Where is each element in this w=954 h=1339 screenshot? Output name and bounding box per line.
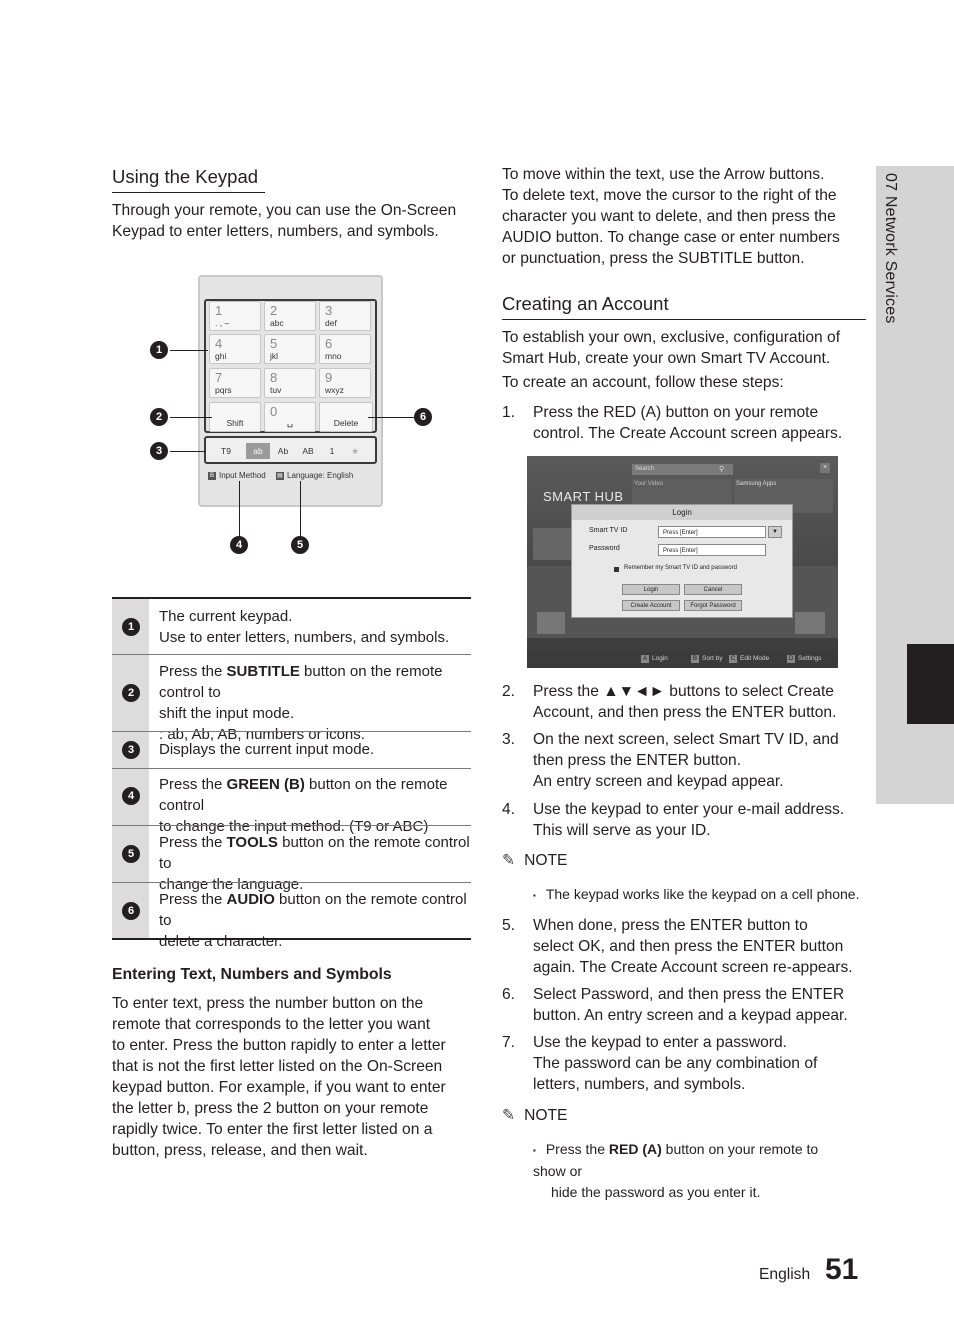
step-text: Press the ▲▼◄► buttons to select bbox=[533, 683, 788, 700]
step-5-text bbox=[533, 915, 863, 978]
step-3-text bbox=[533, 729, 863, 792]
step-number: 4. bbox=[502, 801, 516, 818]
input-mode-1[interactable]: ab bbox=[246, 443, 270, 459]
callout-6: 6 bbox=[414, 408, 432, 426]
callout-3: 3 bbox=[150, 442, 168, 460]
samsung-apps-panel: Samsung Apps bbox=[734, 479, 833, 513]
step-text: button bbox=[795, 938, 844, 955]
input-mode-3[interactable]: AB bbox=[302, 446, 314, 456]
row-line: change the language. bbox=[159, 876, 304, 893]
key-letters: ghi bbox=[215, 351, 227, 361]
key-letters: . , – bbox=[215, 318, 230, 328]
green-b-badge: B bbox=[209, 472, 214, 479]
note-text: hide the password as you enter it. bbox=[551, 1183, 761, 1200]
create-account-button[interactable]: Create Account bbox=[622, 600, 680, 611]
note-2 bbox=[502, 1106, 567, 1125]
delete-label: Delete bbox=[333, 418, 359, 428]
keypad-key-3[interactable] bbox=[319, 301, 371, 331]
input-method-label: Input Method bbox=[219, 471, 266, 480]
step-text: Select bbox=[533, 986, 581, 1003]
follow-steps: To create an account, follow these steps: bbox=[502, 374, 784, 391]
body-line: Smart Hub, create your own Smart TV Account. bbox=[502, 350, 831, 367]
step-text: button to bbox=[742, 917, 808, 934]
shortcut-label: Login bbox=[652, 655, 668, 662]
step-text: button. bbox=[784, 704, 837, 721]
body-line: To delete text, move the cursor to the right of the bbox=[502, 187, 837, 204]
body-line: To enter text, press the number button on the bbox=[112, 995, 424, 1012]
step-text: Use the keypad to enter a password. bbox=[533, 1034, 787, 1051]
callout-line-3 bbox=[170, 451, 206, 452]
note-1-bullet bbox=[533, 884, 863, 906]
space-icon: ␣ bbox=[286, 417, 294, 428]
bullet-icon: ▪ bbox=[533, 890, 536, 900]
row-callout: 1 bbox=[122, 618, 140, 636]
step-number: 2. bbox=[502, 683, 516, 700]
row-line: Use to enter letters, numbers, and symbols. bbox=[159, 629, 450, 646]
cancel-button[interactable]: Cancel bbox=[684, 584, 742, 595]
step-text: button. An entry screen and a keypad appear. bbox=[533, 1007, 848, 1024]
chapter-label: 07 Network Services bbox=[882, 173, 899, 324]
search-icon: ⚲ bbox=[719, 466, 725, 473]
row-number-cell bbox=[112, 769, 149, 825]
row-line: shift the input mode. bbox=[159, 705, 295, 722]
shift-key[interactable] bbox=[209, 402, 261, 432]
row-button-name: AUDIO bbox=[226, 891, 275, 908]
button-name: RED (A) bbox=[608, 1141, 662, 1157]
step-text: Use the keypad to enter your e-mail address. bbox=[533, 801, 845, 818]
body-line: that is not the first letter listed on the On-Screen bbox=[112, 1058, 443, 1075]
key-letters: abc bbox=[270, 318, 284, 328]
row-callout: 2 bbox=[122, 684, 140, 702]
color-key-badge: D bbox=[788, 656, 794, 662]
step-number: 7. bbox=[502, 1034, 516, 1051]
keypad-description-table bbox=[112, 597, 471, 950]
step-text: On the next screen, select bbox=[533, 731, 719, 748]
step-text: again. The Create Account screen re-appears. bbox=[533, 959, 853, 976]
step-number: 6. bbox=[502, 986, 516, 1003]
button-name: ENTER bbox=[636, 752, 690, 769]
callout-line-4 bbox=[239, 481, 240, 537]
keypad-intro: Through your remote, you can use the On-Screen Keypad to enter letters, numbers, and symbols. bbox=[112, 202, 457, 240]
note-1 bbox=[502, 851, 567, 870]
row-text bbox=[159, 606, 471, 648]
row-callout: 6 bbox=[122, 902, 140, 920]
table-row bbox=[112, 731, 471, 769]
star-icon[interactable]: ★ bbox=[351, 446, 359, 456]
id-label: Smart TV ID bbox=[589, 527, 628, 534]
button-name: ENTER bbox=[731, 704, 785, 721]
key-number: 4 bbox=[215, 336, 223, 351]
row-number-cell bbox=[112, 732, 149, 769]
row-text-post: button on the remote control to bbox=[159, 834, 470, 872]
dialog-title: Login bbox=[572, 505, 792, 520]
step-6-text bbox=[533, 984, 863, 1026]
body-line: remote that corresponds to the letter you want bbox=[112, 1016, 431, 1033]
row-number-cell bbox=[112, 883, 149, 938]
key-letters: wxyz bbox=[325, 385, 344, 395]
subsection-title: Entering Text, Numbers and Symbols bbox=[112, 966, 392, 983]
body-line: button, press, release, and then wait. bbox=[112, 1142, 368, 1159]
key-number: 9 bbox=[325, 370, 333, 385]
body-line: the letter b, press the 2 button on your remote bbox=[112, 1100, 429, 1117]
section-title-account: Creating an Account bbox=[502, 293, 669, 314]
input-mode-0[interactable]: T9 bbox=[221, 446, 231, 456]
callout-1: 1 bbox=[150, 341, 168, 359]
step-text: This will serve as your ID. bbox=[533, 822, 711, 839]
title-underline bbox=[502, 319, 866, 320]
keypad-key-4[interactable] bbox=[209, 334, 261, 364]
step-text: An entry screen and keypad appear. bbox=[533, 773, 784, 790]
table-row bbox=[112, 768, 471, 835]
row-line: : ab, Ab, AB, numbers or icons. bbox=[159, 726, 365, 743]
key-letters: mno bbox=[325, 351, 342, 361]
key-letters: tuv bbox=[270, 385, 282, 395]
table-row bbox=[112, 597, 471, 655]
step-7-text bbox=[533, 1032, 863, 1095]
row-text-post: button on the remote control to bbox=[159, 891, 467, 929]
row-line: delete a character. bbox=[159, 933, 283, 950]
chapter-marker bbox=[907, 644, 954, 724]
input-mode-2[interactable]: Ab bbox=[277, 446, 289, 456]
step-number: 3. bbox=[502, 731, 516, 748]
row-number-cell bbox=[112, 826, 149, 882]
row-callout: 5 bbox=[122, 845, 140, 863]
key-letters: jkl bbox=[270, 351, 279, 361]
step-text: letters, numbers, and symbols. bbox=[533, 1076, 746, 1093]
shortcut-edit-mode[interactable] bbox=[729, 655, 769, 663]
row-button-name: GREEN (B) bbox=[226, 776, 305, 793]
language-label: Language: English bbox=[287, 471, 354, 480]
shift-label: Shift bbox=[226, 418, 244, 428]
key-number: 5 bbox=[270, 336, 278, 351]
content-tile bbox=[795, 612, 825, 634]
callout-4: 4 bbox=[230, 536, 248, 554]
step-text: then press the bbox=[533, 752, 637, 769]
row-number-cell bbox=[112, 655, 149, 731]
your-video-panel: Your Video bbox=[632, 479, 732, 513]
callout-line-1 bbox=[170, 350, 208, 351]
delete-key[interactable] bbox=[319, 402, 373, 432]
shortcut-login[interactable] bbox=[641, 655, 668, 663]
key-number: 2 bbox=[270, 303, 278, 318]
search-bar: Search bbox=[632, 464, 733, 475]
shortcut-sort-by[interactable] bbox=[691, 655, 723, 663]
keypad-key-8[interactable] bbox=[264, 368, 316, 398]
password-field[interactable]: Press [Enter] bbox=[658, 544, 766, 556]
password-label: Password bbox=[589, 545, 620, 552]
callout-line-2 bbox=[170, 417, 212, 418]
row-text: Displays the current input mode. bbox=[159, 741, 375, 758]
tools-icon: ▤ bbox=[277, 472, 283, 479]
title-underline bbox=[112, 192, 265, 193]
body-line: to enter. Press the button rapidly to enter a letter bbox=[112, 1037, 446, 1054]
pencil-icon: ✎ bbox=[502, 852, 516, 869]
section-title-keypad: Using the Keypad bbox=[112, 166, 259, 187]
page-number: 51 bbox=[825, 1253, 859, 1286]
step-text: button on your remote bbox=[661, 404, 819, 421]
keypad-key-2[interactable] bbox=[264, 301, 316, 331]
step-text: , and then press the bbox=[589, 704, 732, 721]
ui-item-name: Smart TV ID bbox=[718, 731, 804, 748]
keypad-key-7[interactable] bbox=[209, 368, 261, 398]
callout-2: 2 bbox=[150, 408, 168, 426]
table-row bbox=[112, 825, 471, 893]
row-button-name: SUBTITLE bbox=[226, 663, 300, 680]
callout-line-6 bbox=[368, 417, 416, 418]
ui-item-name: Password bbox=[580, 986, 650, 1003]
subtitle-button-name: SUBTITLE bbox=[677, 250, 753, 267]
table-row bbox=[112, 882, 471, 950]
body-line: button. bbox=[752, 250, 805, 267]
row-text-post: button on the remote control bbox=[159, 776, 448, 814]
keypad-key-1[interactable] bbox=[209, 301, 261, 331]
body-line: rapidly twice. To enter the first letter listed on a bbox=[112, 1121, 433, 1138]
body-line: or punctuation, press the bbox=[502, 250, 678, 267]
step-text: The password can be any combination of bbox=[533, 1055, 818, 1072]
ui-item-name: Account bbox=[533, 704, 590, 721]
row-text-pre: Press the bbox=[159, 834, 227, 851]
row-text bbox=[159, 889, 471, 952]
body-line: To establish your own, exclusive, configuration of bbox=[502, 329, 841, 346]
key-number: 1 bbox=[215, 303, 223, 318]
remember-label: Remember my Smart TV ID and password bbox=[624, 565, 737, 571]
smart-tv-id-field[interactable]: Press [Enter] bbox=[658, 526, 766, 538]
content-tile bbox=[537, 612, 565, 634]
table-row bbox=[112, 654, 471, 743]
login-button[interactable]: Login bbox=[622, 584, 680, 595]
key-letters: pqrs bbox=[215, 385, 232, 395]
remember-checkbox[interactable] bbox=[614, 567, 619, 572]
step-1-text bbox=[533, 402, 863, 444]
bullet-icon: ▪ bbox=[533, 1145, 536, 1155]
step-number: 1. bbox=[502, 404, 516, 421]
note-text: Press the bbox=[545, 1141, 609, 1157]
callout-line-5 bbox=[300, 481, 301, 537]
create-account-screenshot bbox=[527, 456, 838, 668]
keypad-key-5[interactable] bbox=[264, 334, 316, 364]
color-key-badge: A bbox=[642, 656, 647, 662]
input-mode-4[interactable]: 1 bbox=[329, 446, 335, 456]
text-editing-paragraph bbox=[502, 164, 867, 269]
note-text: button on your remote to show or bbox=[533, 1141, 819, 1179]
key-number: 7 bbox=[215, 370, 223, 385]
step-text: , and bbox=[804, 731, 839, 748]
step-2-text bbox=[533, 681, 863, 723]
step-text: , and then press the bbox=[649, 986, 792, 1003]
callout-5: 5 bbox=[291, 536, 309, 554]
button-name: ENTER bbox=[689, 917, 743, 934]
row-text-pre: Press the bbox=[159, 891, 227, 908]
body-line: button. To change case or enter numbers bbox=[551, 229, 840, 246]
shortcut-label: Sort by bbox=[702, 655, 723, 662]
step-text: When done, press the bbox=[533, 917, 690, 934]
step-text: Press the bbox=[533, 404, 604, 421]
key-number: 6 bbox=[325, 336, 333, 351]
footer-language: English bbox=[759, 1266, 811, 1283]
step-text: , and then press the bbox=[600, 938, 743, 955]
language-info bbox=[276, 471, 353, 480]
keypad-key-6[interactable] bbox=[319, 334, 371, 364]
row-callout: 4 bbox=[122, 787, 140, 805]
forgot-password-button[interactable]: Forgot Password bbox=[684, 600, 742, 611]
entering-text-body bbox=[112, 993, 472, 1161]
row-text-pre: Press the bbox=[159, 776, 227, 793]
ui-item-name: Create bbox=[787, 683, 834, 700]
note-heading: NOTE bbox=[524, 1107, 568, 1124]
row-number-cell bbox=[112, 599, 149, 655]
ui-item-name: OK bbox=[578, 938, 601, 955]
row-line: The current keypad. bbox=[159, 608, 293, 625]
note-2-bullet bbox=[533, 1139, 853, 1203]
step-text: control. The Create Account screen appears. bbox=[533, 425, 843, 442]
step-text: button. bbox=[689, 752, 742, 769]
pencil-icon: ✎ bbox=[502, 1107, 516, 1124]
shortcut-label: Edit Mode bbox=[740, 655, 770, 662]
row-text-pre: Press the bbox=[159, 663, 227, 680]
smart-hub-logo: SMART HUB bbox=[543, 489, 624, 504]
account-intro bbox=[502, 327, 867, 369]
color-key-badge: C bbox=[730, 656, 736, 662]
close-icon: × bbox=[820, 463, 830, 473]
login-dialog bbox=[571, 504, 793, 618]
button-name: ENTER bbox=[791, 986, 845, 1003]
input-method-info bbox=[208, 471, 266, 480]
body-line: To move within the text, use the Arrow buttons. bbox=[502, 166, 825, 183]
row-line: to change the input method. (T9 or ABC) bbox=[159, 818, 429, 835]
shortcut-settings[interactable] bbox=[787, 655, 822, 663]
zero-key[interactable] bbox=[264, 402, 316, 432]
row-button-name: TOOLS bbox=[226, 834, 278, 851]
audio-button-name: AUDIO bbox=[502, 229, 552, 246]
note-heading: NOTE bbox=[524, 852, 568, 869]
row-text-post: button on the remote control to bbox=[159, 663, 443, 701]
step-text: select bbox=[533, 938, 579, 955]
note-text: The keypad works like the keypad on a cell phone. bbox=[545, 886, 860, 902]
body-line: character you want to delete, and then press the bbox=[502, 208, 836, 225]
step-number: 5. bbox=[502, 917, 516, 934]
button-name: ENTER bbox=[742, 938, 796, 955]
chevron-down-icon[interactable]: ▼ bbox=[768, 526, 782, 538]
key-number: 3 bbox=[325, 303, 333, 318]
keypad-key-9[interactable] bbox=[319, 368, 371, 398]
body-line: keypad button. For example, if you want to enter bbox=[112, 1079, 446, 1096]
button-name: RED (A) bbox=[603, 404, 662, 421]
key-letters: def bbox=[325, 318, 337, 328]
shortcut-label: Settings bbox=[798, 655, 822, 662]
row-callout: 3 bbox=[122, 741, 140, 759]
zero-label: 0 bbox=[270, 404, 278, 419]
key-number: 8 bbox=[270, 370, 278, 385]
color-key-badge: B bbox=[692, 656, 697, 662]
step-4-text bbox=[533, 799, 863, 841]
